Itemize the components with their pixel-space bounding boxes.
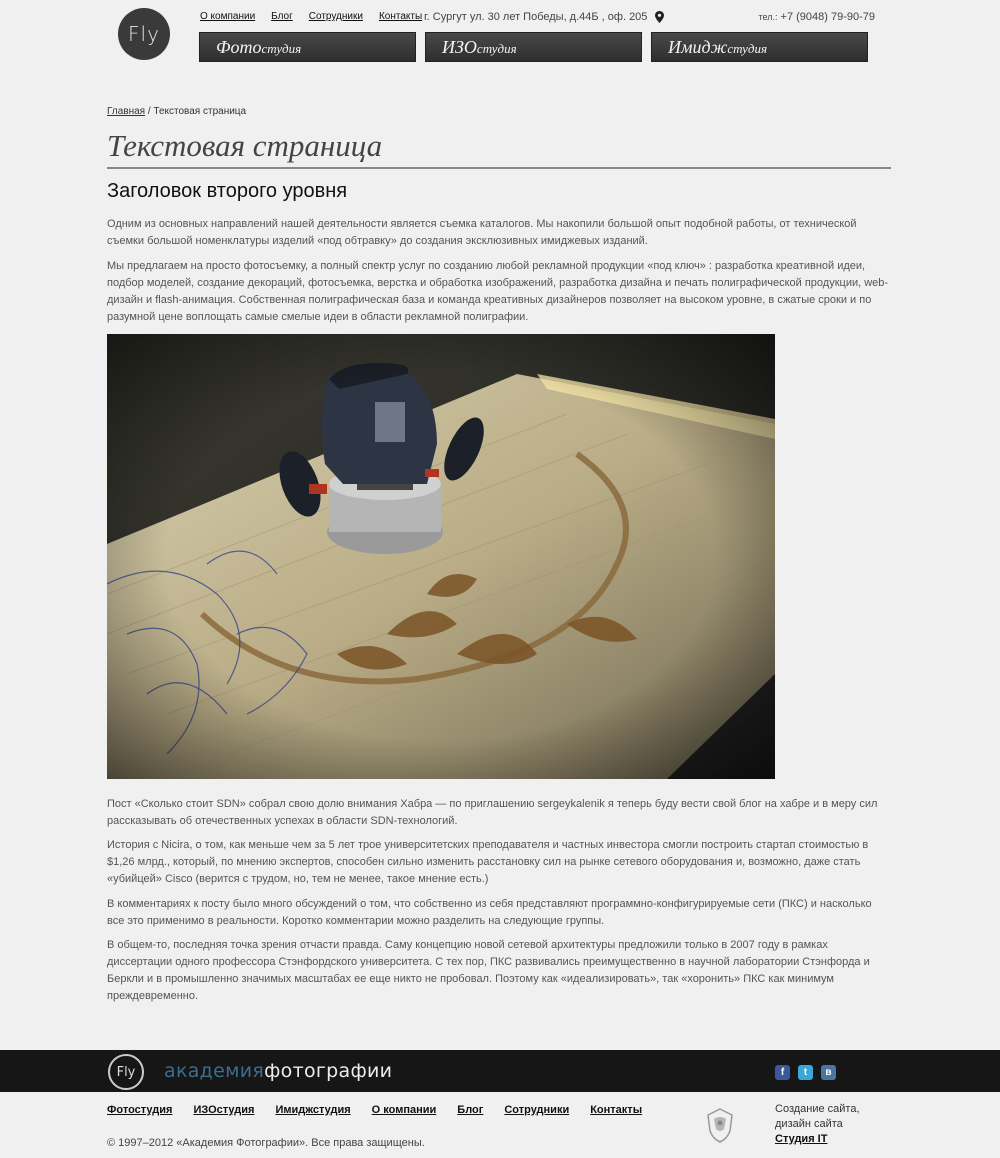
- footer-logo-text: Fly: [116, 1064, 136, 1080]
- paragraph-3: Пост «Сколько стоит SDN» собрал свою долю внимания Хабра — по приглашению sergeykalenik я теперь буду вести свой блог на хабре и в меру сил рассказывать об отечественных успехах в области SDN-технологий.: [107, 798, 878, 827]
- footer-link-blog[interactable]: Блог: [457, 1104, 484, 1116]
- breadcrumb-home[interactable]: Главная: [107, 106, 146, 117]
- paragraph-4: История с Nicira, о том, как меньше чем за 5 лет трое университетских преподавателя и частных инвестора смогли построить стартап стоимостью в $1,26 млрд., который, по мнению экспертов, способен сильно изменить расстановку сил на рынке сетевого оборудования и, возможно, даже стать «убийцей» Cisco (верится с трудом, но, тем не менее, такое мнение есть.): [107, 839, 869, 885]
- header-phone: [758, 11, 875, 23]
- site-logo[interactable]: [118, 8, 170, 60]
- map-pin-icon[interactable]: [655, 11, 664, 23]
- phone-prefix: тел.:: [758, 12, 778, 22]
- article-photo: [107, 334, 775, 779]
- academy-brand: [164, 1060, 392, 1082]
- nav-link-about[interactable]: О компании: [200, 11, 256, 22]
- router-on-wood-photo: [107, 334, 775, 779]
- footer-bar: [0, 1050, 1000, 1092]
- crest-icon: [705, 1107, 735, 1143]
- phone-number: +7 (9048) 79-90-79: [780, 11, 875, 23]
- tab-image-studio[interactable]: [651, 32, 868, 62]
- studio-tabs: [199, 32, 868, 62]
- vkontakte-icon[interactable]: в: [821, 1065, 836, 1080]
- copyright: © 1997–2012 «Академия Фотографии». Все права защищены.: [107, 1137, 425, 1149]
- academy-brand-part1: академия: [164, 1060, 265, 1082]
- footer-link-contacts[interactable]: Контакты: [590, 1104, 643, 1116]
- address-text: г. Сургут ул. 30 лет Победы, д.44Б , оф. 205: [424, 11, 648, 23]
- page-title: Текстовая страница: [107, 126, 891, 169]
- tab-art-big: ИЗО: [442, 37, 477, 57]
- breadcrumb-current: Текстовая страница: [153, 106, 247, 117]
- paragraph-1: Одним из основных направлений нашей деятельности является съемка каталогов. Мы накопили большой опыт подобной работы, от технической съемки большой номенклатуры изделий «под обтравку» до создания эксклюзивных имиджевых изданий.: [107, 218, 857, 247]
- twitter-icon[interactable]: t: [798, 1065, 813, 1080]
- footer-link-staff[interactable]: Сотрудники: [504, 1104, 570, 1116]
- nav-link-staff[interactable]: Сотрудники: [308, 11, 363, 22]
- tab-art-studio[interactable]: [425, 32, 642, 62]
- paragraph-2: Мы предлагаем на просто фотосъемку, а полный спектр услуг по созданию любой рекламной продукции «под ключ» : разработка креативной идеи, подбор моделей, создание декораций, фотосъемка, верстка и обработка изображений, разработка дизайна и печать полиграфической продукции, web-дизайн и flash-анимация. Собственная полиграфическая база и команда креативных дизайнеров позволяет на высоком уровне, в сжатые сроки и по разумной цене воплощать самые смелые идеи в области рекламной полиграфии.: [107, 260, 889, 323]
- facebook-icon[interactable]: f: [775, 1065, 790, 1080]
- creator-link[interactable]: Студия IT: [775, 1133, 828, 1145]
- paragraph-5: В комментариях к посту было много обсуждений о том, что собственно из себя представляют программно-конфигурируемые сети (ПКС) и насколько все это применимо в реальности. Коротко комментарии можно разделить на следующие группы.: [107, 898, 872, 927]
- tab-art-small: студия: [476, 41, 517, 56]
- academy-brand-part2: фотографии: [264, 1060, 393, 1082]
- creator-line1: Создание сайта,: [775, 1103, 860, 1115]
- footer-logo[interactable]: [108, 1054, 144, 1090]
- top-nav: [200, 11, 422, 22]
- breadcrumb-separator: /: [145, 106, 154, 117]
- footer-nav: [107, 1104, 642, 1116]
- paragraph-6: В общем-то, последняя точка зрения отчасти правда. Саму концепцию новой сетевой архитектуры предложили только в 2007 году в рамках диссертации одного профессора Стэнфордского университета. С тех пор, ПКС развивались преимущественно в научной лаборатории Стэнфорда и Беркли и в промышленно значимых масштабах ее еще никто не пробовал. Поэтому как «идеализировать», так «хоронить» ПКС как минимум преждевременно.: [107, 939, 870, 1002]
- site-creator: [775, 1102, 860, 1147]
- header-address: [424, 11, 664, 23]
- nav-link-contacts[interactable]: Контакты: [378, 11, 423, 22]
- breadcrumb: [107, 106, 246, 117]
- tab-photo-studio[interactable]: [199, 32, 416, 62]
- logo-text: Fly: [128, 22, 160, 46]
- section-heading: Заголовок второго уровня: [107, 180, 348, 202]
- tab-image-small: студия: [727, 41, 768, 56]
- footer-link-about[interactable]: О компании: [371, 1104, 437, 1116]
- footer-link-image-studio[interactable]: Имиджстудия: [275, 1104, 351, 1116]
- nav-link-blog[interactable]: Блог: [271, 11, 293, 22]
- footer-link-photo-studio[interactable]: Фотостудия: [107, 1104, 173, 1116]
- tab-image-big: Имидж: [668, 37, 728, 57]
- tab-photo-small: студия: [261, 41, 302, 56]
- social-links: [775, 1065, 836, 1080]
- footer-link-art-studio[interactable]: ИЗОстудия: [193, 1104, 255, 1116]
- creator-line2: дизайн сайта: [775, 1118, 843, 1130]
- tab-photo-big: Фото: [216, 37, 262, 57]
